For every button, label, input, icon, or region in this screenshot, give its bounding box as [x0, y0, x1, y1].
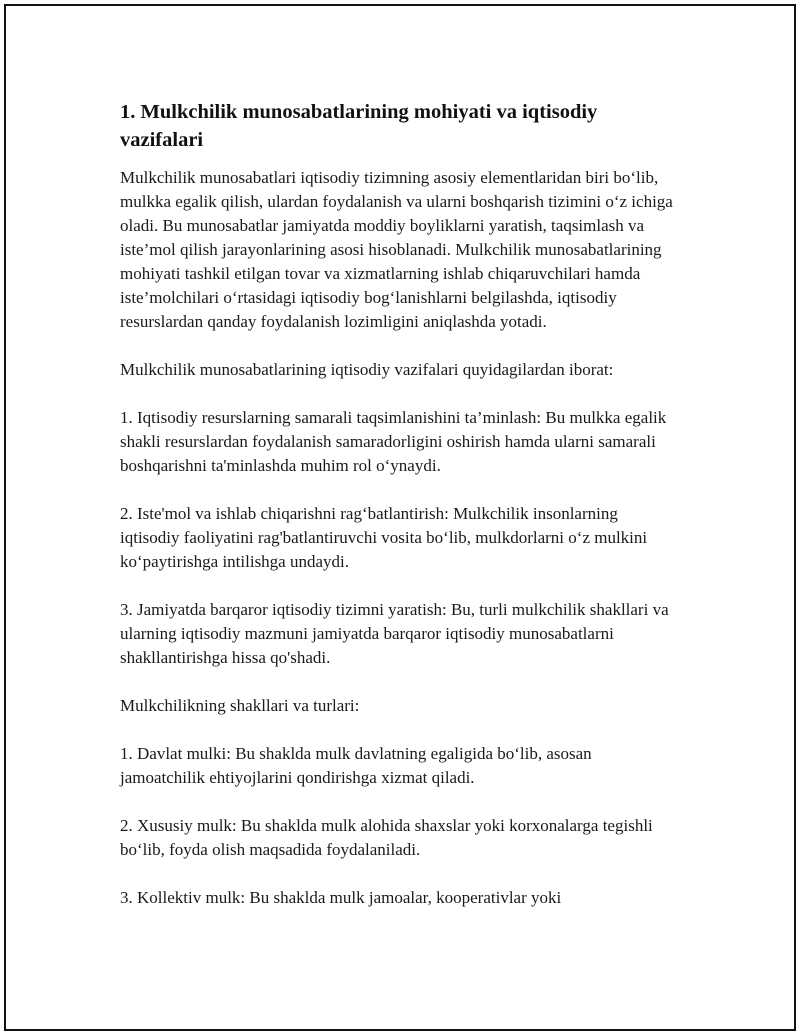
form-item-3: 3. Kollektiv mulk: Bu shaklda mulk jamoalar, kooperativlar yoki	[120, 888, 562, 907]
function-item-2: 2. Iste'mol va ishlab chiqarishni rag‘batlantirish: Mulkchilik insonlarning iqtisodiy faoliyatini rag'batlantiruvchi vosita bo‘lib, mulkdorlarni o‘z mulkini ko‘paytirishga intilishga undaydi.	[120, 504, 648, 571]
document-body	[120, 98, 680, 934]
functions-intro: Mulkchilik munosabatlarining iqtisodiy vazifalari quyidagilardan iborat:	[120, 360, 614, 379]
function-item-1: 1. Iqtisodiy resurslarning samarali taqsimlanishini ta’minlash: Bu mulkka egalik shakli resurslardan foydalanish samaradorligini oshirish hamda ularni samarali boshqarishni ta'minlashda muhim rol o‘ynaydi.	[120, 408, 667, 475]
forms-intro: Mulkchilikning shakllari va turlari:	[120, 696, 360, 715]
function-item-3: 3. Jamiyatda barqaror iqtisodiy tizimni yaratish: Bu, turli mulkchilik shakllari va ularning iqtisodiy mazmuni jamiyatda barqaror iqtisodiy munosabatlarni shakllantirishga hissa qo'shadi.	[120, 600, 669, 667]
document-title: 1. Mulkchilik munosabatlarining mohiyati va iqtisodiy vazifalari	[120, 101, 598, 151]
form-item-1: 1. Davlat mulki: Bu shaklda mulk davlatning egaligida bo‘lib, asosan jamoatchilik ehtiyojlarini qondirishga xizmat qiladi.	[120, 744, 592, 787]
form-item-2: 2. Xususiy mulk: Bu shaklda mulk alohida shaxslar yoki korxonalarga tegishli bo‘lib, foyda olish maqsadida foydalaniladi.	[120, 816, 653, 859]
page-frame	[4, 4, 796, 1031]
intro-paragraph: Mulkchilik munosabatlari iqtisodiy tizimning asosiy elementlaridan biri bo‘lib, mulkka egalik qilish, ulardan foydalanish va ularni boshqarish tizimini o‘z ichiga oladi. Bu munosabatlar jamiyatda moddiy boyliklarni yaratish, taqsimlash va iste’mol qilish jarayonlarining asosi hisoblanadi. Mulkchilik munosabatlarining mohiyati tashkil etilgan tovar va xizmatlarning ishlab chiqaruvchilari hamda iste’molchilari o‘rtasidagi iqtisodiy bog‘lanishlarni belgilashda, iqtisodiy resurslardan qanday foydalanish lozimligini aniqlashda yotadi.	[120, 168, 673, 331]
